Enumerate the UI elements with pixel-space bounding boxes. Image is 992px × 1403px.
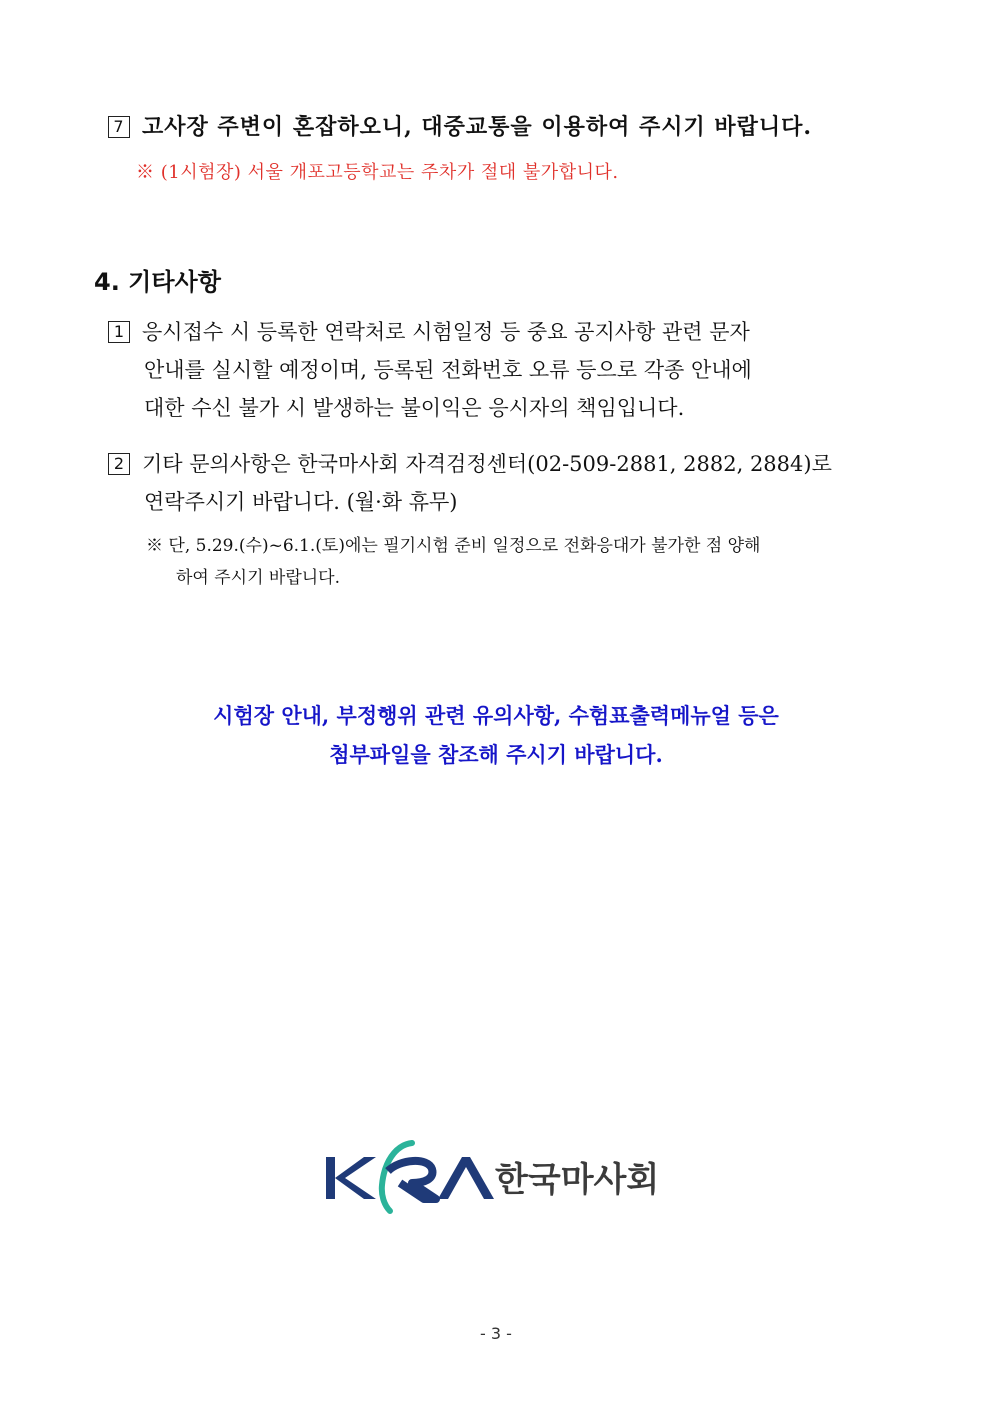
item-number-box: 7 [108,116,130,138]
item-1-line-1 [108,313,898,351]
item-1-line-3: 대한 수신 불가 시 발생하는 불이익은 응시자의 책임입니다. [144,396,685,420]
item-1-line-1-text: 응시접수 시 등록한 연락처로 시험일정 등 중요 공지사항 관련 문자 [142,320,750,344]
item-7 [108,110,908,141]
item-2-line-1 [108,445,898,483]
attachment-notice-line-2: 첨부파일을 참조해 주시기 바랍니다. [329,742,663,767]
item-number-box: 2 [108,453,130,475]
item-7-text: 고사장 주변이 혼잡하오니, 대중교통을 이용하여 주시기 바랍니다. [142,114,813,140]
note-line-2: 하여 주시기 바랍니다. [176,568,341,588]
item-2-line-2: 연락주시기 바랍니다. (월·화 휴무) [144,490,458,514]
section-title: 4. 기타사항 [94,268,221,296]
phone-unavailable-note [146,530,898,594]
item-1-line-2: 안내를 실시할 예정이며, 등록된 전화번호 오류 등으로 각종 안내에 [144,358,752,382]
section-item-2 [108,445,898,521]
note-line-1: ※ 단, 5.29.(수)~6.1.(토)에는 필기시험 준비 일정으로 전화응대가 불가한 점 양해 [146,536,761,556]
item-number-box: 1 [108,321,130,343]
item-2-line-1-text: 기타 문의사항은 한국마사회 자격검정센터(02-509-2881, 2882, 2884)로 [142,452,832,476]
page-number: - 3 - [480,1324,512,1343]
kra-logo-name: 한국마사회 [495,1160,660,1200]
parking-warning-note: ※ (1시험장) 서울 개포고등학교는 주차가 절대 불가합니다. [136,162,619,183]
section-item-1 [108,313,898,427]
attachment-notice-line-1: 시험장 안내, 부정행위 관련 유의사항, 수험표출력메뉴얼 등은 [213,703,779,728]
